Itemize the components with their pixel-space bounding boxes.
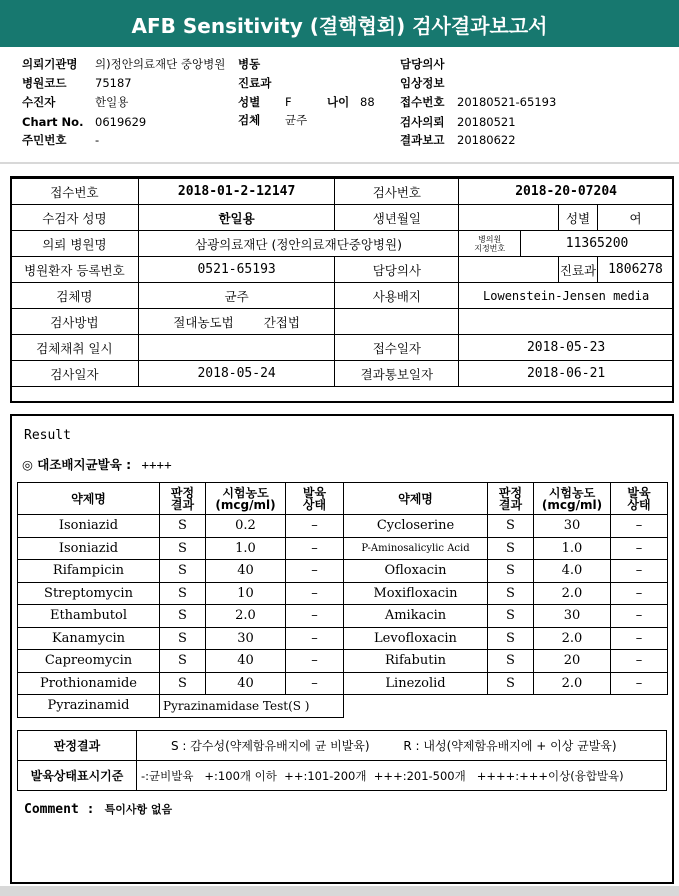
test-concentration: 2.0 (206, 605, 286, 628)
legend-judge-values (137, 731, 667, 761)
col-judge: 판정 결과 (160, 483, 206, 515)
judge-result: S (488, 582, 534, 605)
test-concentration: 2.0 (534, 627, 611, 650)
col-judge: 판정 결과 (488, 483, 534, 515)
cell-value: 0521-65193 (138, 257, 335, 283)
cell-value: 2018-06-21 (459, 361, 674, 387)
growth-status: – (286, 672, 344, 695)
specimen-label: 검체 (238, 113, 261, 127)
drug-name: Kanamycin (18, 627, 160, 650)
growth-status: – (286, 515, 344, 538)
cell-label: 검사번호 (335, 179, 459, 205)
cell-label: 병원환자 등록번호 (11, 257, 139, 283)
cell-label: 검체채취 일시 (11, 335, 139, 361)
drug-name: Capreomycin (18, 650, 160, 673)
cell-value: 1806278 (597, 257, 673, 283)
col-conc: 시험농도 (mcg/ml) (534, 483, 611, 515)
drug-name: Rifabutin (344, 650, 488, 673)
cell-label: 사용배지 (335, 283, 459, 309)
cell-value: 2018-05-24 (138, 361, 335, 387)
test-concentration: 2.0 (534, 672, 611, 695)
sensitivity-table (17, 482, 668, 718)
drug-name: Moxifloxacin (344, 582, 488, 605)
drug-name: Isoniazid (18, 515, 160, 538)
cell-value: 2018-20-07204 (459, 179, 674, 205)
cell-label: 성별 (559, 205, 598, 231)
growth-status: – (611, 560, 668, 583)
sex-value: F (285, 95, 292, 109)
growth-status: – (286, 537, 344, 560)
test-concentration: 30 (534, 515, 611, 538)
drug-name: Isoniazid (18, 537, 160, 560)
bottom-bar (0, 886, 679, 896)
judge-result: S (160, 627, 206, 650)
judge-result: S (160, 537, 206, 560)
test-concentration: 30 (206, 627, 286, 650)
request-label: 검사의뢰 (400, 115, 445, 129)
table-row (18, 515, 668, 538)
chart-label: Chart No. (22, 115, 84, 129)
test-concentration: 1.0 (206, 537, 286, 560)
patient-label: 수진자 (22, 95, 56, 109)
receipt-value: 20180521-65193 (457, 95, 557, 109)
cell-empty (344, 695, 668, 718)
cell-label: 접수번호 (11, 179, 139, 205)
judge-result: S (160, 605, 206, 628)
growth-status: – (286, 650, 344, 673)
test-concentration: 40 (206, 672, 286, 695)
judge-result: S (160, 560, 206, 583)
report-value: 20180622 (457, 133, 516, 147)
legend-status-text: -:균비발육 +:100개 이하 ++:101-200개 +++:201-500개 ++++:+++이상(융합발육) (137, 761, 667, 791)
growth-status: – (286, 605, 344, 628)
id-label: 주민번호 (22, 133, 67, 147)
patient-value: 한일용 (95, 95, 129, 109)
growth-status: – (286, 627, 344, 650)
test-concentration: 40 (206, 650, 286, 673)
cell-value: 삼광의료재단 (정안의료재단중앙병원) (138, 231, 458, 257)
table-row (18, 560, 668, 583)
growth-status: – (611, 515, 668, 538)
judge-result: S (160, 515, 206, 538)
col-drug: 약제명 (18, 483, 160, 515)
cell-value (459, 205, 559, 231)
test-concentration: 0.2 (206, 515, 286, 538)
cell-label: 수검자 성명 (11, 205, 139, 231)
judge-result: S (488, 605, 534, 628)
test-concentration: 2.0 (534, 582, 611, 605)
cell-value: 균주 (138, 283, 335, 309)
chart-value: 0619629 (95, 115, 147, 129)
growth-status: – (611, 605, 668, 628)
info-table (10, 178, 674, 387)
age-value: 88 (360, 95, 375, 109)
report-label: 결과보고 (400, 133, 445, 147)
clinical-info-label: 임상정보 (400, 76, 445, 90)
drug-name: Levofloxacin (344, 627, 488, 650)
cell-label: 검사방법 (11, 309, 139, 335)
growth-status: – (611, 650, 668, 673)
judge-result: S (160, 582, 206, 605)
receipt-label: 접수번호 (400, 95, 445, 109)
dept-label: 진료과 (238, 76, 272, 90)
result-heading: Result (24, 428, 71, 443)
drug-name: Prothionamide (18, 672, 160, 695)
header-divider (0, 162, 679, 164)
drug-name: P-Aminosalicylic Acid (344, 537, 488, 560)
cell-value (459, 257, 559, 283)
cell-label: 생년월일 (335, 205, 459, 231)
col-conc: 시험농도 (mcg/ml) (206, 483, 286, 515)
judge-result: S (488, 650, 534, 673)
cell-label: 의뢰 병원명 (11, 231, 139, 257)
cell-value: 2018-01-2-12147 (138, 179, 335, 205)
test-concentration: 30 (534, 605, 611, 628)
test-concentration: 40 (206, 560, 286, 583)
growth-status: – (611, 537, 668, 560)
control-growth-value: ++++ (141, 457, 172, 472)
judge-result: S (488, 537, 534, 560)
test-concentration: 10 (206, 582, 286, 605)
id-value: - (95, 133, 100, 147)
sex-label: 성별 (238, 95, 261, 109)
table-row (18, 605, 668, 628)
growth-status: – (286, 582, 344, 605)
drug-name: Streptomycin (18, 582, 160, 605)
drug-name: Cycloserine (344, 515, 488, 538)
cell-empty (335, 309, 459, 335)
drug-name: Rifampicin (18, 560, 160, 583)
pyrazinamid-drug: Pyrazinamid (18, 695, 160, 718)
col-status: 발육 상태 (611, 483, 668, 515)
report-title: AFB Sensitivity (결핵협회) 검사결과보고서 (0, 0, 679, 47)
comment-value: 특이사항 없음 (104, 803, 173, 816)
growth-status: – (286, 560, 344, 583)
judge-result: S (488, 560, 534, 583)
test-concentration: 20 (534, 650, 611, 673)
drug-name: Linezolid (344, 672, 488, 695)
col-drug: 약제명 (344, 483, 488, 515)
cell-label: 진료과 (559, 257, 598, 283)
cell-label: 검사일자 (11, 361, 139, 387)
table-row (18, 672, 668, 695)
comment-label: Comment : (24, 802, 95, 817)
legend-judge-label: 판정결과 (18, 731, 137, 761)
drug-name: Ofloxacin (344, 560, 488, 583)
judge-result: S (160, 672, 206, 695)
cell-value: 11365200 (521, 231, 674, 257)
age-label: 나이 (327, 95, 350, 109)
cell-label: 결과통보일자 (335, 361, 459, 387)
table-row (18, 537, 668, 560)
legend-status-label: 발육상태표시기준 (18, 761, 137, 791)
cell-value: 여 (597, 205, 673, 231)
cell-empty (459, 309, 674, 335)
judge-result: S (160, 650, 206, 673)
judge-result: S (488, 627, 534, 650)
judge-result: S (488, 515, 534, 538)
cell-label: 검체명 (11, 283, 139, 309)
ward-label: 병동 (238, 57, 261, 71)
request-value: 20180521 (457, 115, 516, 129)
cell-value: 한일용 (138, 205, 335, 231)
cell-value: Lowenstein-Jensen media (459, 283, 674, 309)
cell-value: 절대농도법 간접법 (138, 309, 335, 335)
judge-result: S (488, 672, 534, 695)
col-status: 발육 상태 (286, 483, 344, 515)
institution-label: 의뢰기관명 (22, 57, 78, 71)
test-concentration: 1.0 (534, 537, 611, 560)
cell-value: 2018-05-23 (459, 335, 674, 361)
hospital-code-value: 75187 (95, 76, 132, 90)
table-row (18, 650, 668, 673)
doctor-label: 담당의사 (400, 57, 445, 71)
control-growth (22, 455, 172, 473)
legend-judge-s: S : 감수성(약제함유배지에 균 비발육) (171, 739, 370, 753)
cell-label: 접수일자 (335, 335, 459, 361)
comment (24, 801, 172, 817)
legend-judge-r: R : 내성(약제함유배지에 + 이상 균발육) (403, 739, 617, 753)
hospital-code-label: 병원코드 (22, 76, 67, 90)
drug-name: Ethambutol (18, 605, 160, 628)
cell-value (138, 335, 335, 361)
institution-value: 의)정안의료재단 중앙병원 (95, 57, 226, 71)
table-row (18, 627, 668, 650)
control-growth-label: ◎ 대조배지균발육 : (22, 457, 132, 472)
pyrazinamid-test: Pyrazinamidase Test(S ) (160, 695, 344, 718)
cell-label: 병의원 지정번호 (459, 231, 521, 257)
specimen-value: 균주 (285, 113, 308, 127)
growth-status: – (611, 627, 668, 650)
drug-name: Amikacin (344, 605, 488, 628)
cell-label: 담당의사 (335, 257, 459, 283)
test-concentration: 4.0 (534, 560, 611, 583)
table-row (18, 582, 668, 605)
growth-status: – (611, 672, 668, 695)
legend-table (17, 730, 667, 791)
growth-status: – (611, 582, 668, 605)
